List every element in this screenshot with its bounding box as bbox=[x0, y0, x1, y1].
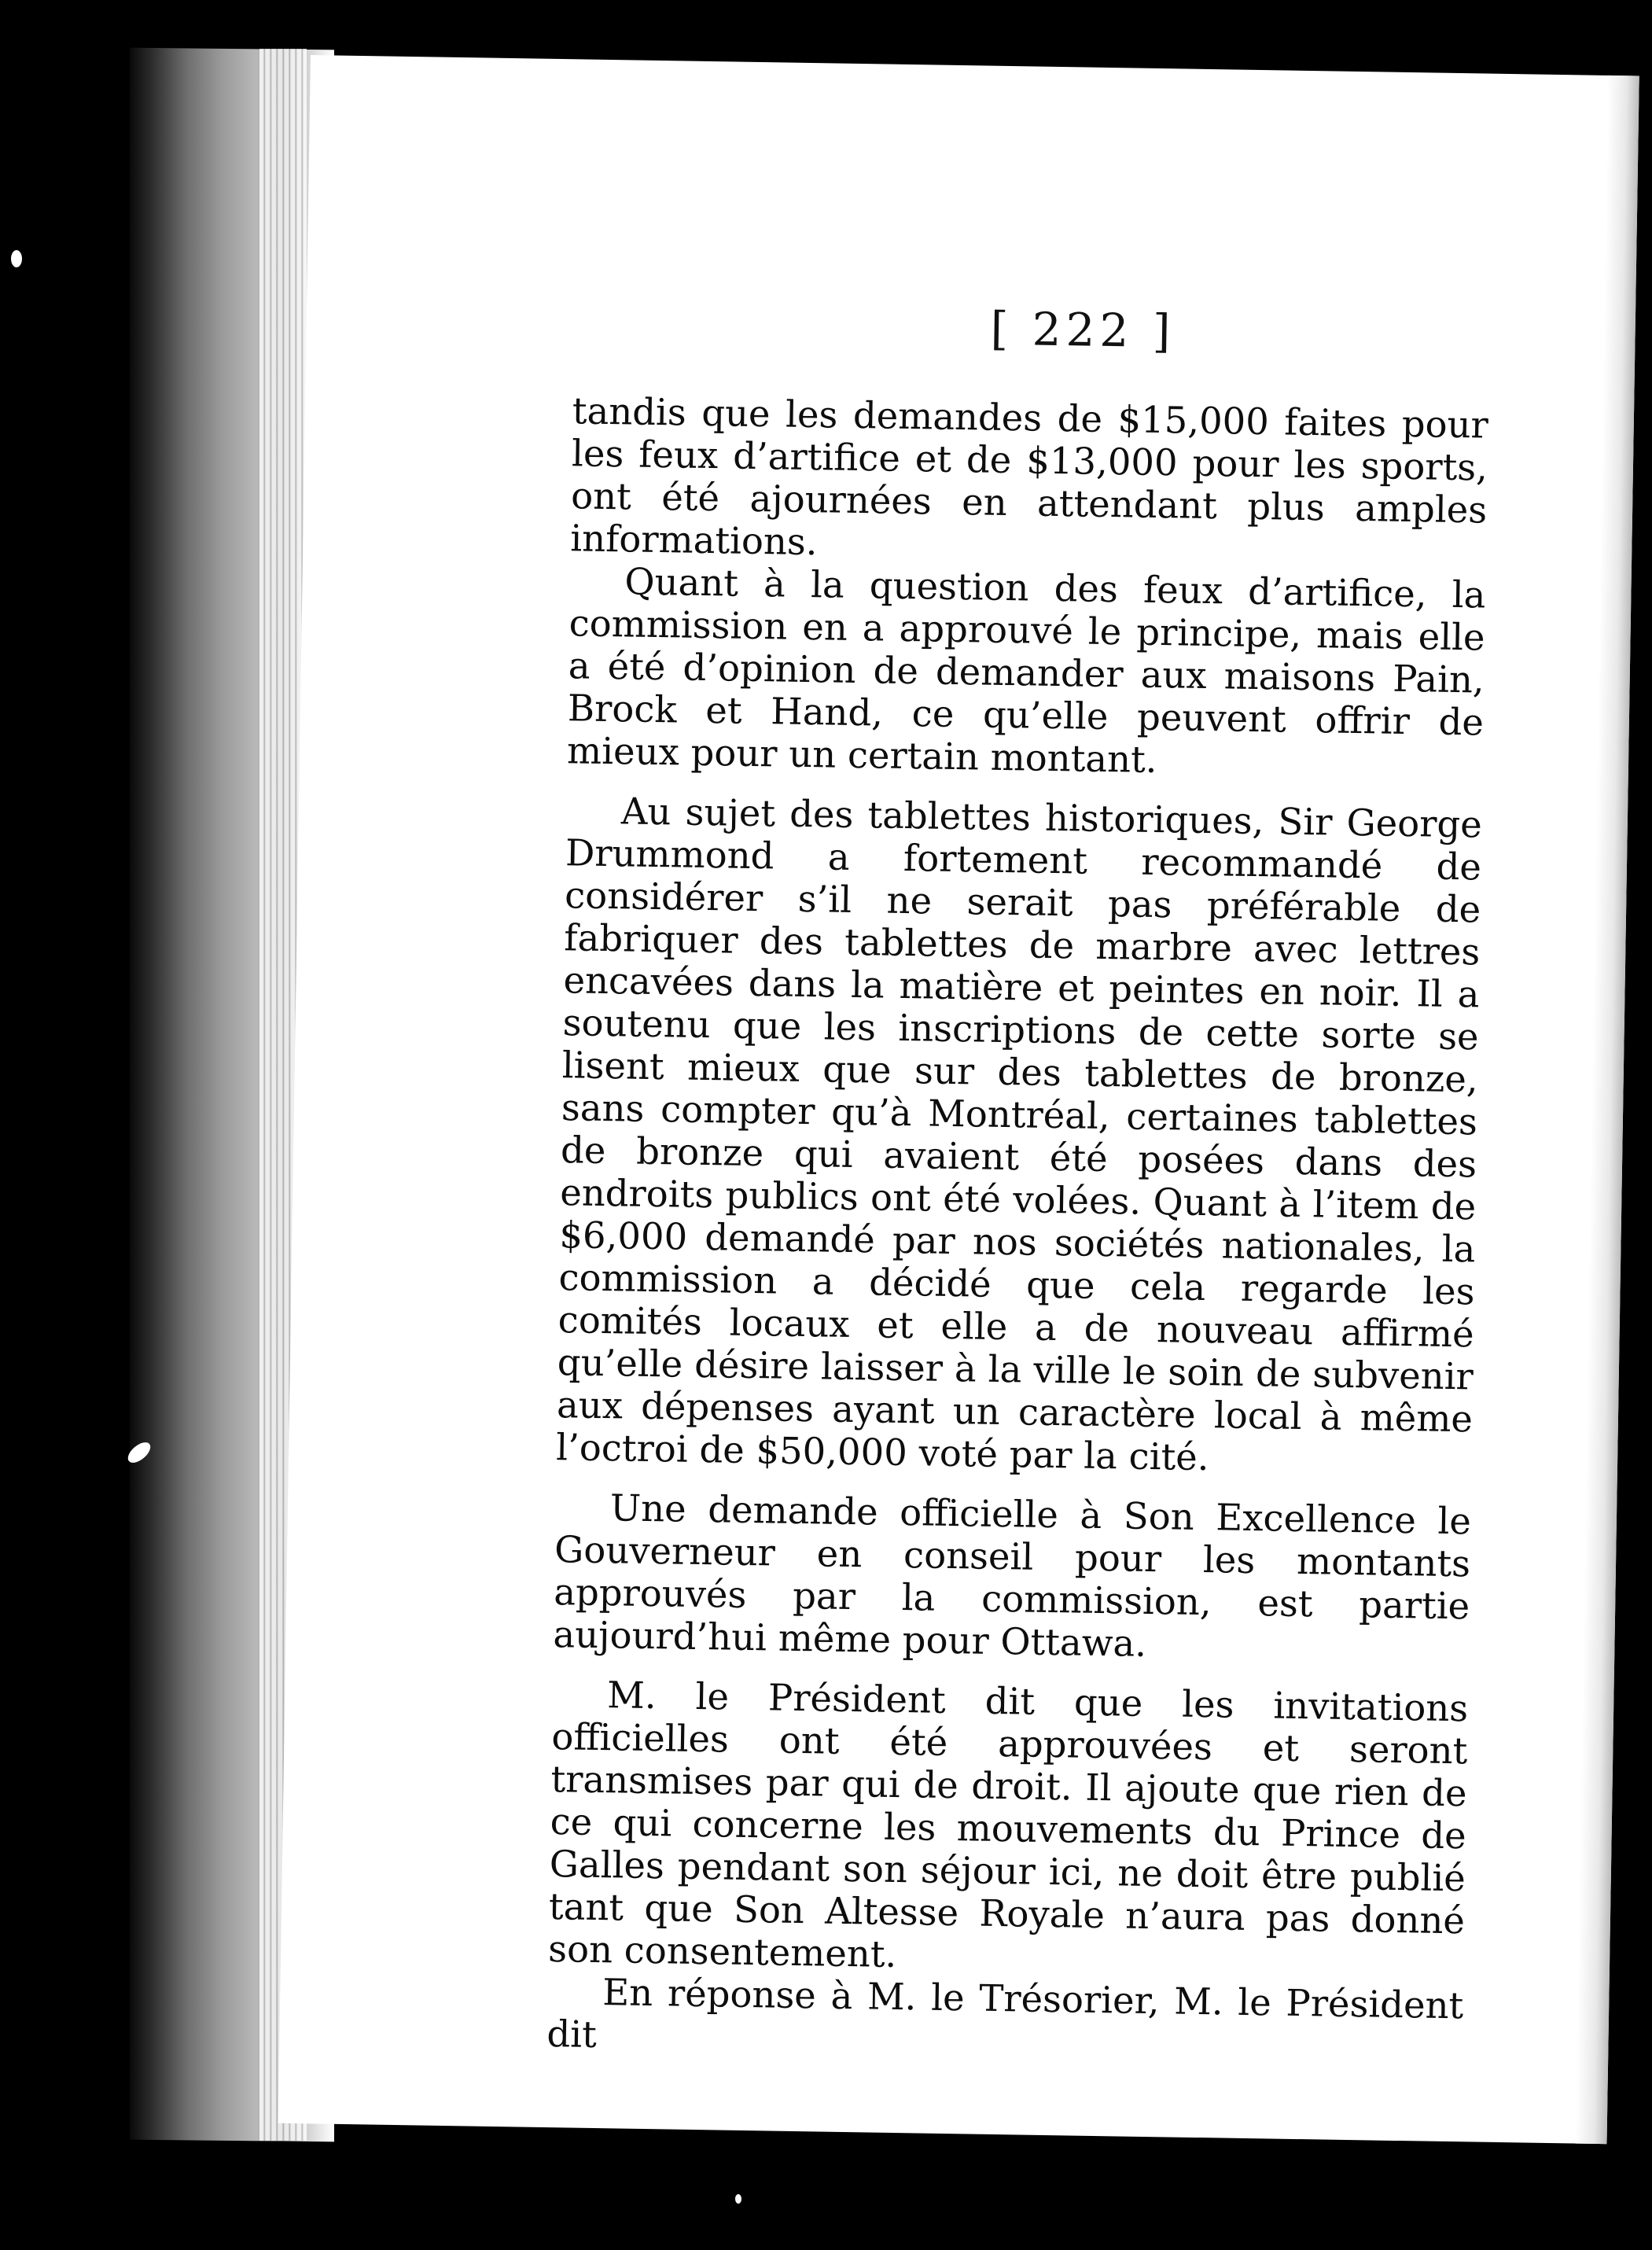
paragraph-6: En réponse à M. le Trésorier, M. le Président dit bbox=[546, 1971, 1464, 2057]
page-number: [ 222 ] bbox=[990, 301, 1176, 359]
paragraph-1: tandis que les demandes de $15,000 faites pour les feux d’artifice et de $13,000 pour les sports, ont été ajournées en attendant plus amples informations. bbox=[569, 389, 1489, 564]
scan-speck bbox=[735, 2194, 741, 2204]
paragraph-2: Quant à la question des feux d’artifice, la commission en a approuvé le principe, mais elle a été d’opinion de demander aux maisons Pain, Brock et Hand, ce qu’elle peuvent offrir de mieux pour un certain montant. bbox=[566, 560, 1486, 782]
book-page bbox=[278, 55, 1639, 2144]
page-right-edge bbox=[1575, 75, 1639, 2144]
scan-speck bbox=[11, 250, 22, 267]
paragraph-3: Au sujet des tablettes historiques, Sir George Drummond a fortement recommandé de considérer s’il ne serait pas préférable de fabriquer des tablettes de marbre avec lettres encavées dans la matière et peintes en noir. Il a soutenu que les inscriptions de cette sorte se lisent mieux que sur des tablettes de bronze, sans compter qu’à Montréal, certaines tablettes de bronze qui avaient été posées dans des endroits publics ont été volées. Quant à l’item de $6,000 demandé par nos sociétés nationales, la commission a décidé que cela regarde les comités locaux et elle a de nouveau affirmé qu’elle désire laisser à la ville le soin de subvenir aux dépenses ayant un caractère local à même l’octroi de $50,000 voté par la cité. bbox=[555, 790, 1483, 1479]
paragraph-5: M. le Président dit que les invitations officielles ont été approuvées et seront transmises par qui de droit. Il ajoute que rien de ce qui concerne les mouvements du Prince de Galles pendant son séjour ici, ne doit être publié tant que Son Altesse Royale n’aura pas donné son consentement. bbox=[547, 1674, 1469, 1976]
page-text bbox=[546, 389, 1488, 2069]
paragraph-4: Une demande officielle à Son Excellence le Gouverneur en conseil pour les montants approuvés par la commission, est partie aujourd’hui même pour Ottawa. bbox=[553, 1486, 1472, 1665]
